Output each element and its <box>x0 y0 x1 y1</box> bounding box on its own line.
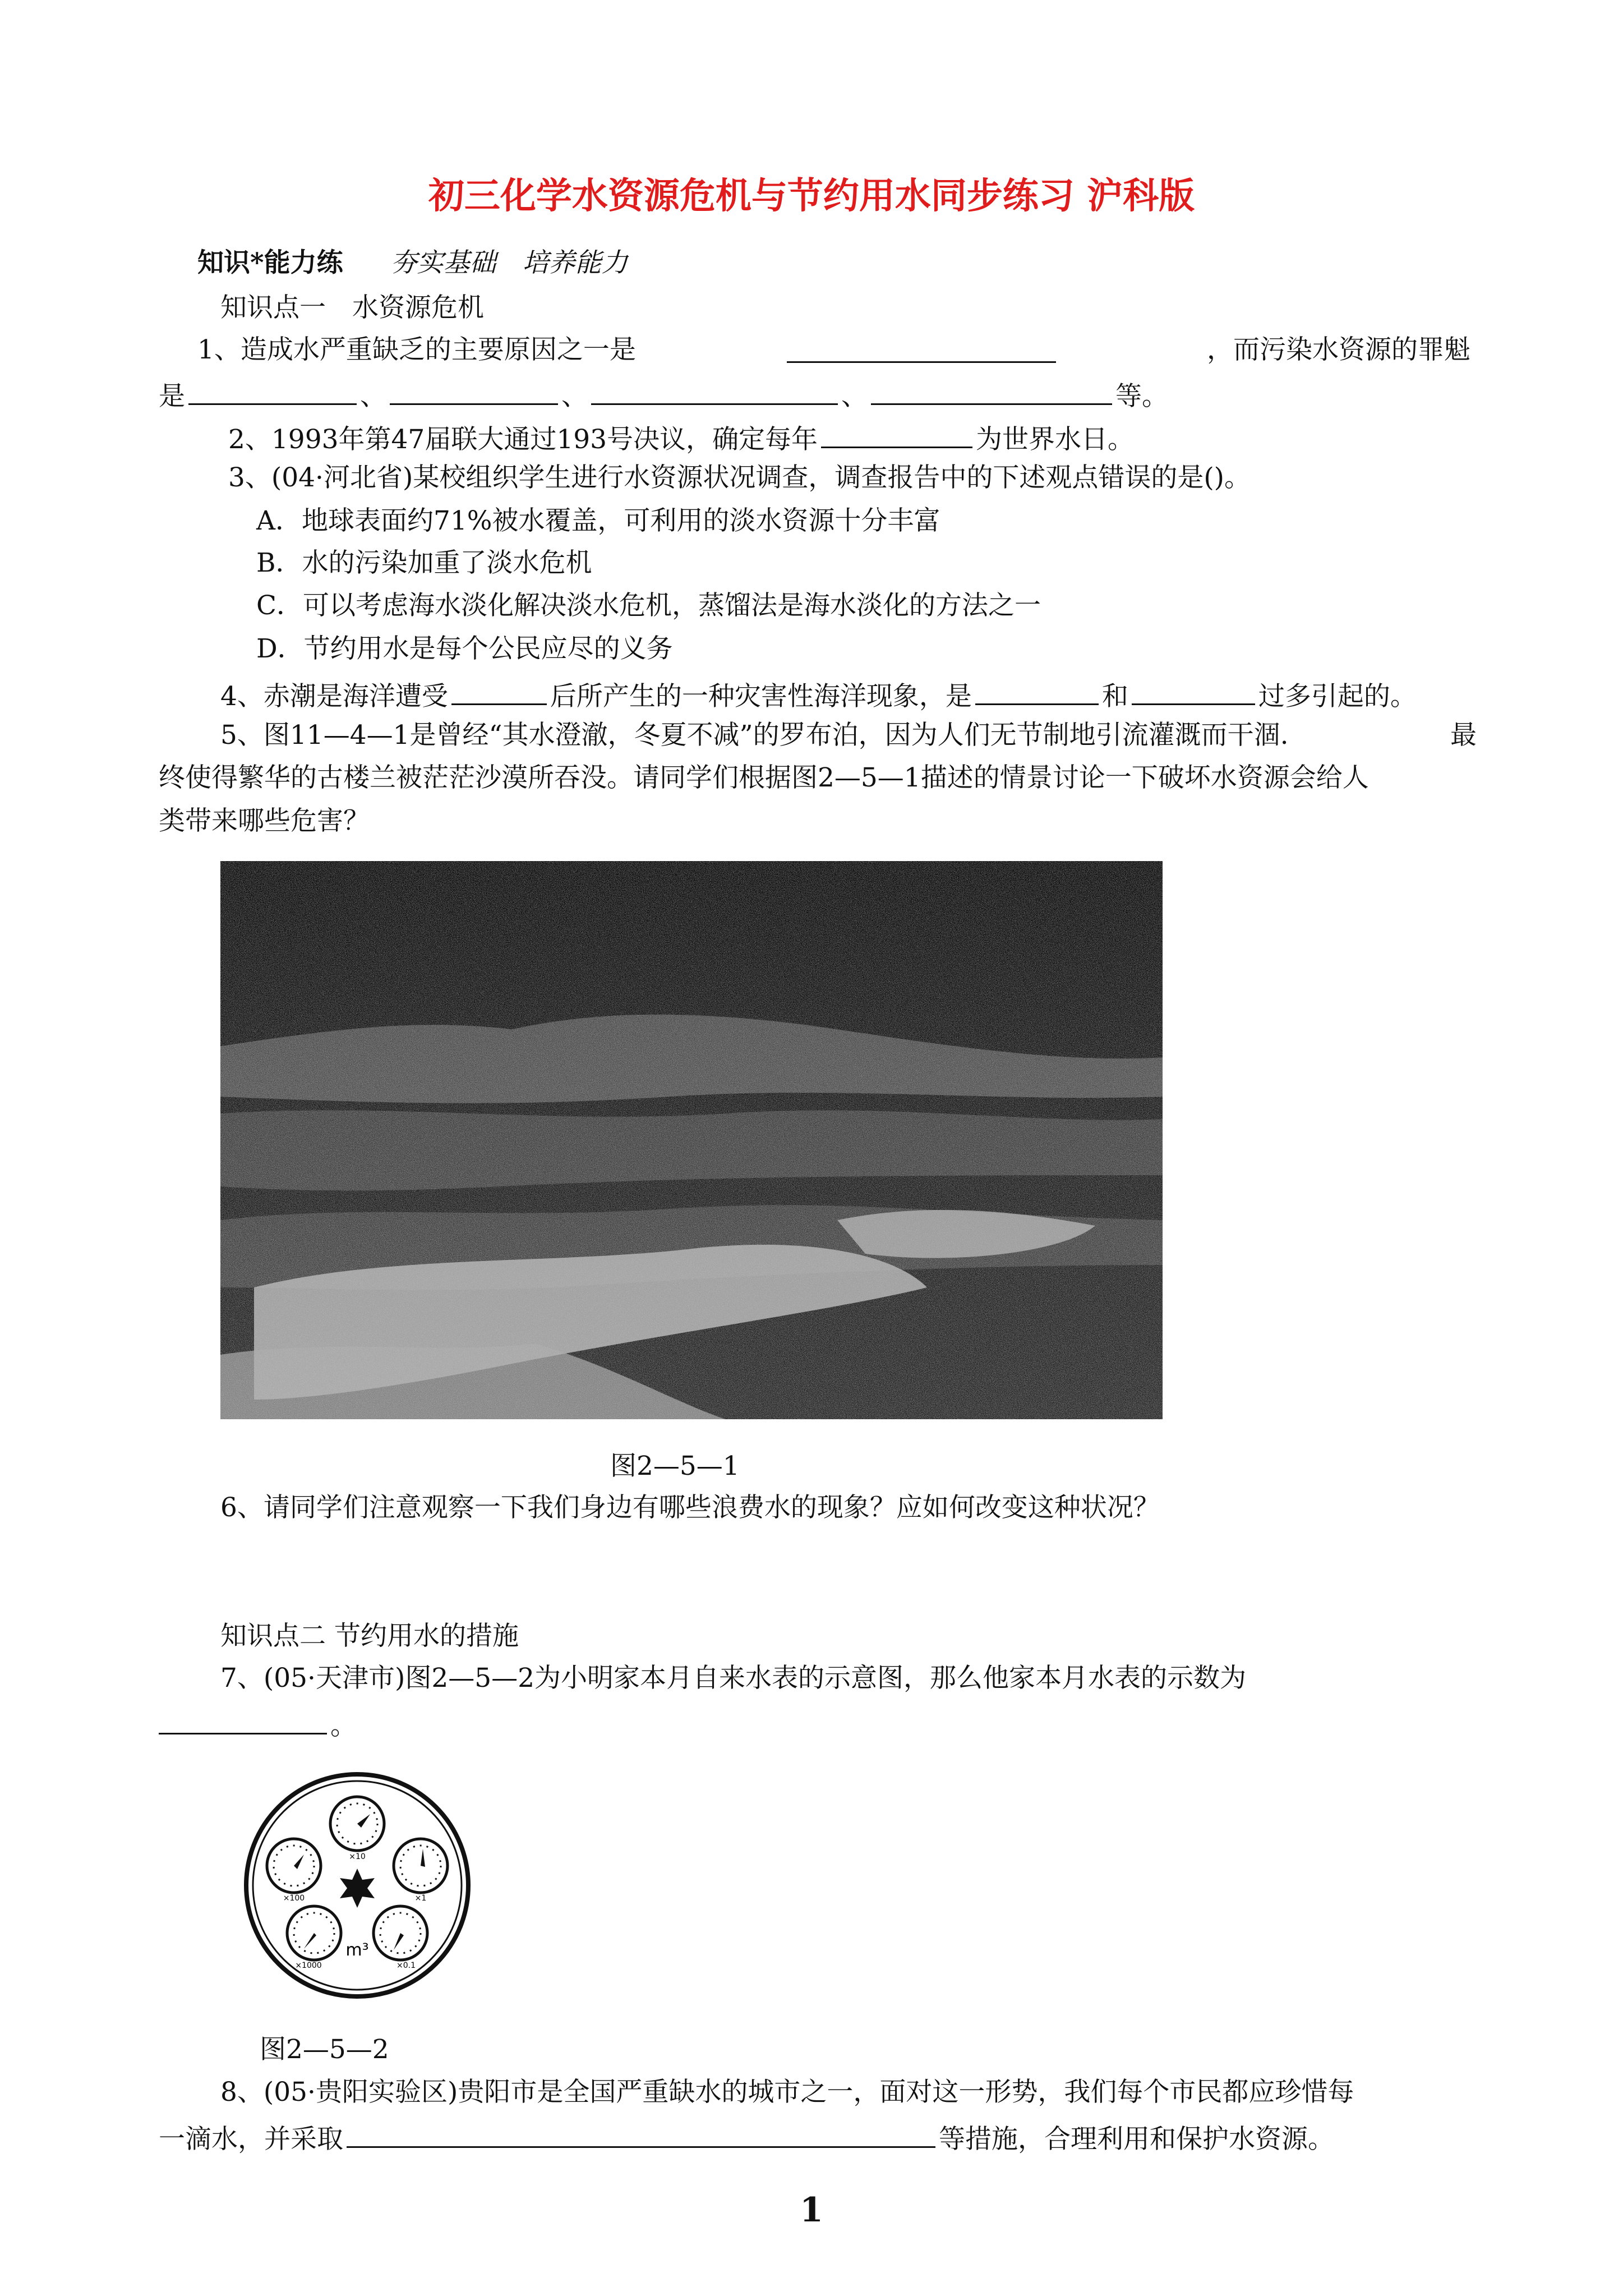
separator: 、 <box>360 381 386 412</box>
q4-blank-3[interactable] <box>1132 679 1255 705</box>
q4-text-b: 后所产生的一种灾害性海洋现象，是 <box>550 681 972 712</box>
page-title: 初三化学水资源危机与节约用水同步练习 沪科版 <box>428 175 1195 217</box>
q2-text-b: 为世界水日。 <box>976 424 1135 455</box>
q7-text-end: 。 <box>330 1710 357 1741</box>
q2-text-a: 2、1993年第47届联大通过193号决议，确定每年 <box>228 424 818 455</box>
separator: 、 <box>561 381 588 412</box>
q1-text-d: 等。 <box>1115 381 1168 412</box>
question-4 <box>220 679 1417 710</box>
question-2 <box>228 422 1134 453</box>
question-7-line-1: 7、(05·天津市)图2—5—2为小明家本月自来水表的示意图，那么他家本月水表的示数为 <box>220 1663 1247 1694</box>
dial-label-x10: ×10 <box>349 1852 366 1861</box>
lop-nur-photo <box>220 861 1163 1419</box>
q1-blank-1[interactable] <box>787 337 1056 363</box>
question-5-line-1 <box>220 720 1477 751</box>
q7-blank[interactable] <box>159 1708 327 1734</box>
q8-blank[interactable] <box>347 2122 935 2148</box>
dial-label-x1000: ×1000 <box>295 1961 322 1970</box>
dial-label-x100: ×100 <box>283 1894 305 1903</box>
q4-blank-1[interactable] <box>451 679 547 705</box>
water-meter-diagram <box>242 1770 472 2007</box>
q1-blank-2[interactable] <box>188 379 357 405</box>
section-header <box>197 247 628 278</box>
question-8-line-1: 8、(05·贵阳实验区)贵阳市是全国严重缺水的城市之一，面对这一形势，我们每个市民都应珍惜每 <box>220 2077 1354 2108</box>
q2-blank[interactable] <box>821 422 972 448</box>
figure-1-caption: 图2—5—1 <box>610 1451 740 1481</box>
q1-text-a: 1、造成水严重缺乏的主要原因之一是 <box>197 334 636 365</box>
q4-text-d: 过多引起的。 <box>1258 681 1417 712</box>
figure-2-caption: 图2—5—2 <box>260 2034 389 2065</box>
question-5-line-3: 类带来哪些危害？ <box>159 806 370 836</box>
question-5-line-2: 终使得繁华的古楼兰被茫茫沙漠所吞没。请同学们根据图2—5—1描述的情景讨论一下破坏水资源会给人 <box>159 762 1369 793</box>
question-1-line-2 <box>159 379 1168 412</box>
page-number: 1 <box>800 2191 823 2230</box>
q1-text-b: ，而污染水资源的罪魁 <box>1207 334 1470 365</box>
dial-label-x01: ×0.1 <box>396 1961 416 1970</box>
q3-option-c: C．可以考虑海水淡化解决淡水危机，蒸馏法是海水淡化的方法之一 <box>256 590 1041 621</box>
question-8-line-2 <box>159 2122 1334 2155</box>
q3-option-a: A．地球表面约71%被水覆盖，可利用的淡水资源十分丰富 <box>256 505 940 536</box>
q3-option-d: D．节约用水是每个公民应尽的义务 <box>256 633 673 664</box>
q8-text-b: 一滴水，并采取 <box>159 2124 343 2155</box>
q8-text-c: 等措施，合理利用和保护水资源。 <box>939 2124 1334 2155</box>
question-3-stem: 3、(04·河北省)某校组织学生进行水资源状况调查，调查报告中的下述观点错误的是()。 <box>228 462 1251 493</box>
question-7-line-2 <box>159 1708 357 1739</box>
knowledge-point-1: 知识点一 水资源危机 <box>220 292 484 323</box>
q3-option-b: B．水的污染加重了淡水危机 <box>256 547 592 578</box>
q1-text-c: 是 <box>159 381 185 412</box>
meter-unit: m³ <box>345 1940 369 1960</box>
q5-text-a: 5、图11—4—1是曾经“其水澄澈，冬夏不减”的罗布泊，因为人们无节制地引流灌溉而干涸. <box>220 720 1289 751</box>
section-subtitle: 夯实基础 培养能力 <box>390 247 628 278</box>
q1-blank-5[interactable] <box>871 379 1112 405</box>
section-label: 知识*能力练 <box>197 247 343 278</box>
q4-text-c: 和 <box>1101 681 1128 712</box>
q4-blank-2[interactable] <box>975 679 1099 705</box>
knowledge-point-2: 知识点二 节约用水的措施 <box>220 1621 519 1651</box>
q1-blank-4[interactable] <box>591 379 838 405</box>
q5-text-b: 最 <box>1450 720 1477 751</box>
q1-blank-3[interactable] <box>390 379 558 405</box>
q4-text-a: 4、赤潮是海洋遭受 <box>220 681 448 712</box>
separator: 、 <box>841 381 868 412</box>
question-1-line-1 <box>197 334 1470 365</box>
dial-label-x1: ×1 <box>414 1894 427 1903</box>
question-6: 6、请同学们注意观察一下我们身边有哪些浪费水的现象？应如何改变这种状况？ <box>220 1492 1160 1523</box>
